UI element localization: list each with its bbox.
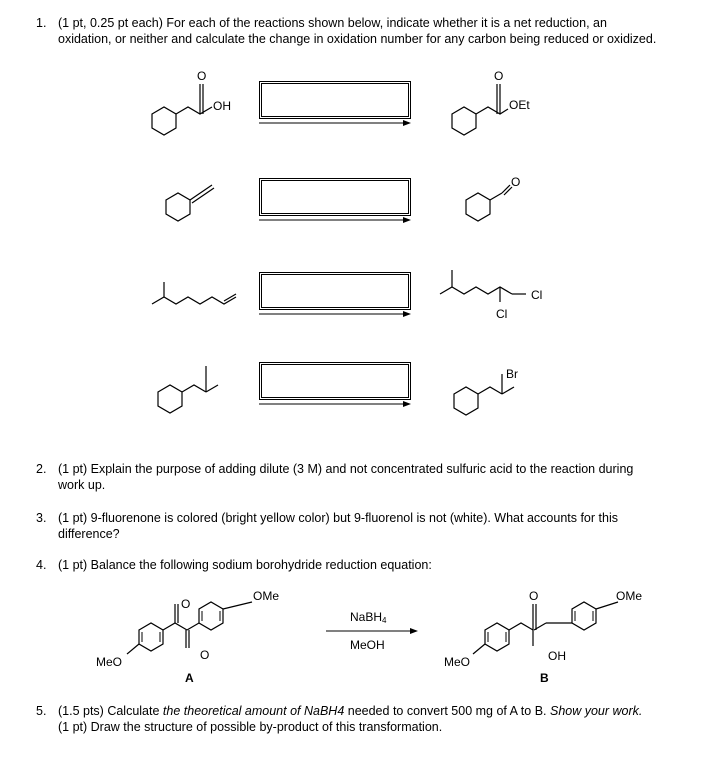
atom-label-ome: OMe — [253, 589, 280, 603]
question-number: 4. — [36, 558, 47, 572]
atom-label-ome: OMe — [616, 589, 643, 603]
reactant-cyclohexyl-acetic-acid — [140, 66, 250, 136]
answer-box-1[interactable] — [259, 81, 411, 119]
question-4 — [36, 557, 686, 573]
compound-a-structure — [94, 586, 314, 686]
atom-label-br: Br — [506, 367, 518, 381]
question-text-line: (1 pt) Explain the purpose of adding dilute (3 M) and not concentrated sulfuric acid to the reaction during — [58, 462, 634, 476]
question-text-line: oxidation, or neither and calculate the change in oxidation number for any carbon being reduced or oxidized. — [58, 32, 657, 46]
product-bromide — [446, 360, 546, 422]
question-text-line: (1 pt, 0.25 pt each) For each of the reactions shown below, indicate whether it is a net reduction, an — [58, 16, 607, 30]
compound-label-a: A — [185, 671, 194, 685]
atom-label-o: O — [511, 175, 521, 189]
answer-box-4[interactable] — [259, 362, 411, 400]
compound-label-b: B — [540, 671, 549, 685]
compound-b-structure — [440, 586, 670, 686]
atom-label-o: O — [494, 69, 504, 83]
reactant-isobutylcyclohexane — [150, 360, 230, 420]
atom-label-o: O — [197, 69, 207, 83]
atom-label-oh: OH — [213, 99, 231, 113]
question-number: 5. — [36, 704, 47, 718]
atom-label-meo: MeO — [96, 655, 123, 669]
atom-label-o: O — [181, 597, 191, 611]
question-3 — [36, 510, 686, 542]
atom-label-oh: OH — [548, 649, 566, 663]
question-text-line: (1 pt) 9-fluorenone is colored (bright yellow color) but 9-fluorenol is not (white). What accounts for this — [58, 511, 618, 525]
atom-label-cl: Cl — [531, 288, 543, 302]
atom-label-o: O — [200, 648, 210, 662]
question-1 — [36, 15, 686, 47]
reaction-arrow-4 — [259, 399, 411, 409]
reagent-nabh4: NaBH$_4$ — [350, 610, 387, 625]
reactant-methylenecyclohexane — [150, 172, 230, 227]
atom-label-meo: MeO — [444, 655, 471, 669]
product-cyclohexanecarbaldehyde — [452, 170, 532, 228]
question-2 — [36, 461, 686, 493]
atom-label-cl: Cl — [496, 307, 508, 321]
answer-box-3[interactable] — [259, 272, 411, 310]
answer-box-2[interactable] — [259, 178, 411, 216]
product-ethyl-ester — [440, 66, 550, 136]
question-text-line: (1.5 pts) Calculate the theoretical amount of NaBH4 needed to convert 500 mg of A to B. Show your work. — [58, 704, 643, 718]
question-text-line: (1 pt) Draw the structure of possible by-product of this transformation. — [58, 720, 443, 734]
reactant-alkene — [148, 272, 243, 312]
reaction-arrow-3 — [259, 309, 411, 319]
question-number: 1. — [36, 16, 47, 30]
atom-label-oet: OEt — [509, 98, 530, 112]
atom-label-o: O — [529, 589, 539, 603]
question-number: 2. — [36, 462, 47, 476]
question-number: 3. — [36, 511, 47, 525]
question-text-line: (1 pt) Balance the following sodium borohydride reduction equation: — [58, 558, 432, 572]
question-text-line: difference? — [58, 527, 120, 541]
reaction-arrow-2 — [259, 215, 411, 225]
question-text-line: work up. — [58, 478, 106, 492]
reaction-arrow-eq4 — [326, 626, 418, 636]
reagent-meoh: MeOH — [350, 638, 385, 652]
question-5 — [36, 703, 686, 735]
product-dichloride — [436, 262, 556, 322]
reaction-arrow-1 — [259, 118, 411, 128]
